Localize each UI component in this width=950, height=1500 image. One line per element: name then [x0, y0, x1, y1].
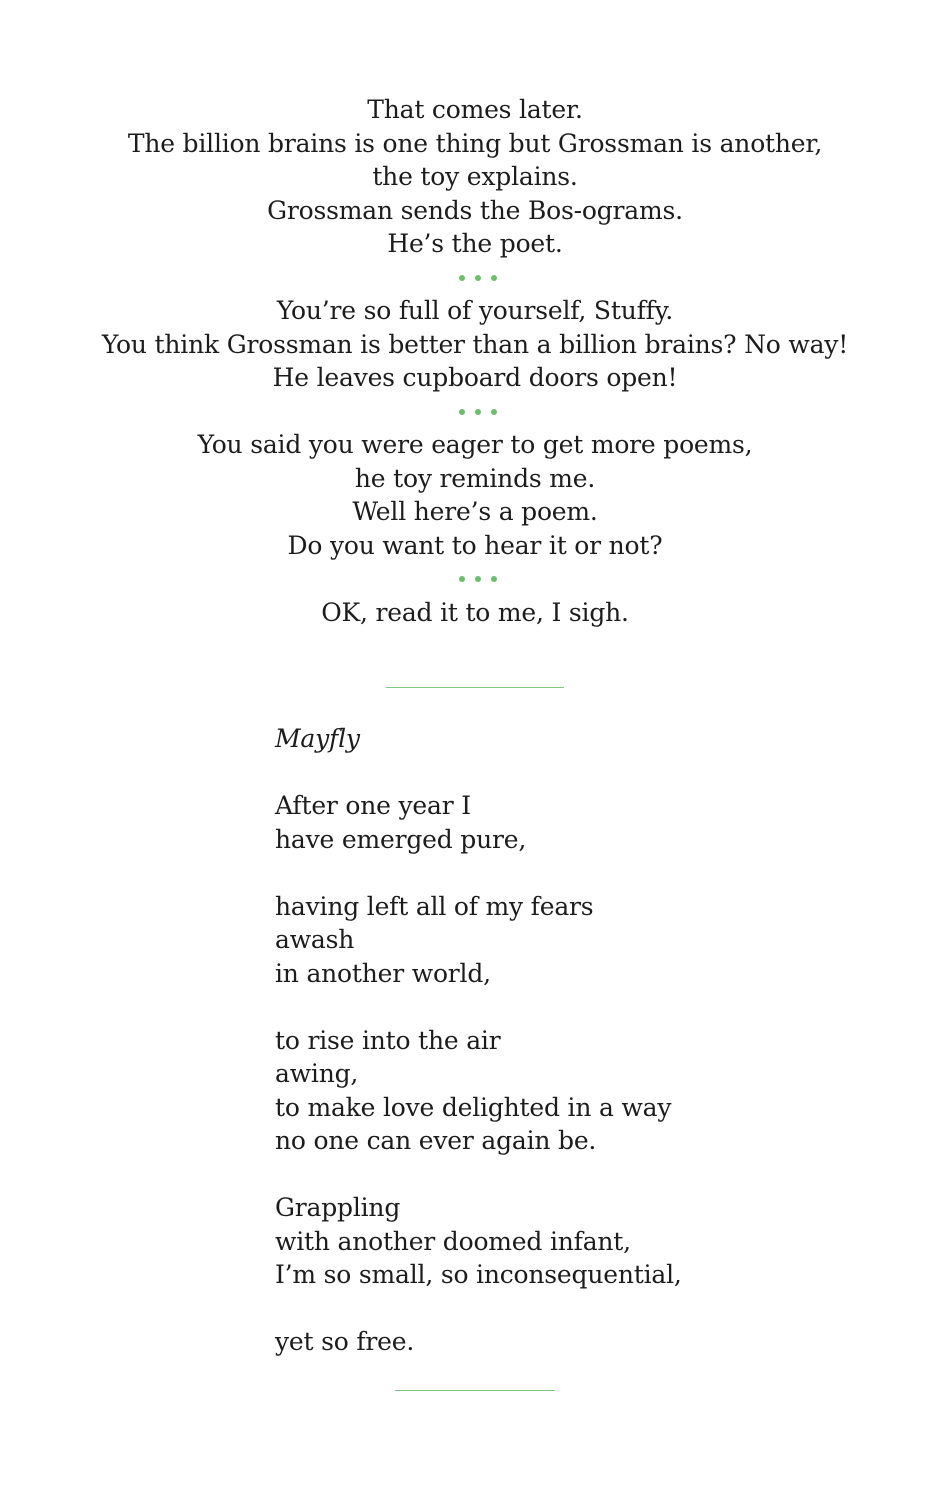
dialogue-line: Grossman sends the Bos-ograms.: [267, 195, 683, 225]
poem-line: no one can ever again be.: [275, 1126, 597, 1155]
divider-rule-bottom: [395, 1390, 555, 1391]
dialogue-line: Do you want to hear it or not?: [287, 530, 663, 560]
poem-line: Grappling: [275, 1193, 401, 1222]
dialogue-line: He’s the poet.: [387, 229, 563, 258]
poem-line: to rise into the air: [275, 1025, 501, 1055]
poem-line: yet so free.: [275, 1327, 415, 1356]
section-break-dots: [0, 395, 950, 429]
poem-line: awash: [275, 925, 355, 954]
poem-block: [275, 722, 875, 1359]
dialogue-line: OK, read it to me, I sigh.: [321, 597, 629, 627]
dialogue-line: The billion brains is one thing but Grossman is another,: [127, 128, 823, 158]
stanza-gap: [275, 1158, 875, 1192]
poem-line: having left all of my fears: [275, 891, 594, 921]
dialogue-line: You said you were eager to get more poems,: [197, 430, 753, 459]
dialogue-line: Well here’s a poem.: [352, 497, 598, 526]
poem-line: After one year I: [275, 791, 471, 820]
dialogue-line: he toy reminds me.: [354, 463, 596, 493]
poem-line: have emerged pure,: [275, 824, 527, 854]
divider-rule-top: [386, 687, 564, 688]
poem-line: with another doomed infant,: [275, 1226, 631, 1256]
section-break-dots: [0, 562, 950, 596]
dialogue-line: You’re so full of yourself, Stuffy.: [276, 296, 674, 325]
poem-line: I’m so small, so inconsequential,: [275, 1260, 682, 1289]
poem-line: awing,: [275, 1059, 359, 1088]
stanza-gap: [275, 756, 875, 790]
stanza-gap: [275, 856, 875, 890]
stanza-gap: [275, 990, 875, 1024]
section-break-dots: [0, 261, 950, 295]
poem-line: in another world,: [275, 958, 491, 988]
dialogue-line: the toy explains.: [372, 162, 578, 191]
dialogue-line: That comes later.: [367, 95, 583, 124]
dialogue-section: [0, 93, 950, 629]
poem-title: Mayfly: [275, 724, 360, 753]
stanza-gap: [275, 1292, 875, 1326]
poem-line: to make love delighted in a way: [275, 1092, 672, 1122]
dialogue-line: You think Grossman is better than a billion brains? No way!: [101, 329, 849, 359]
dialogue-line: He leaves cupboard doors open!: [272, 363, 678, 392]
